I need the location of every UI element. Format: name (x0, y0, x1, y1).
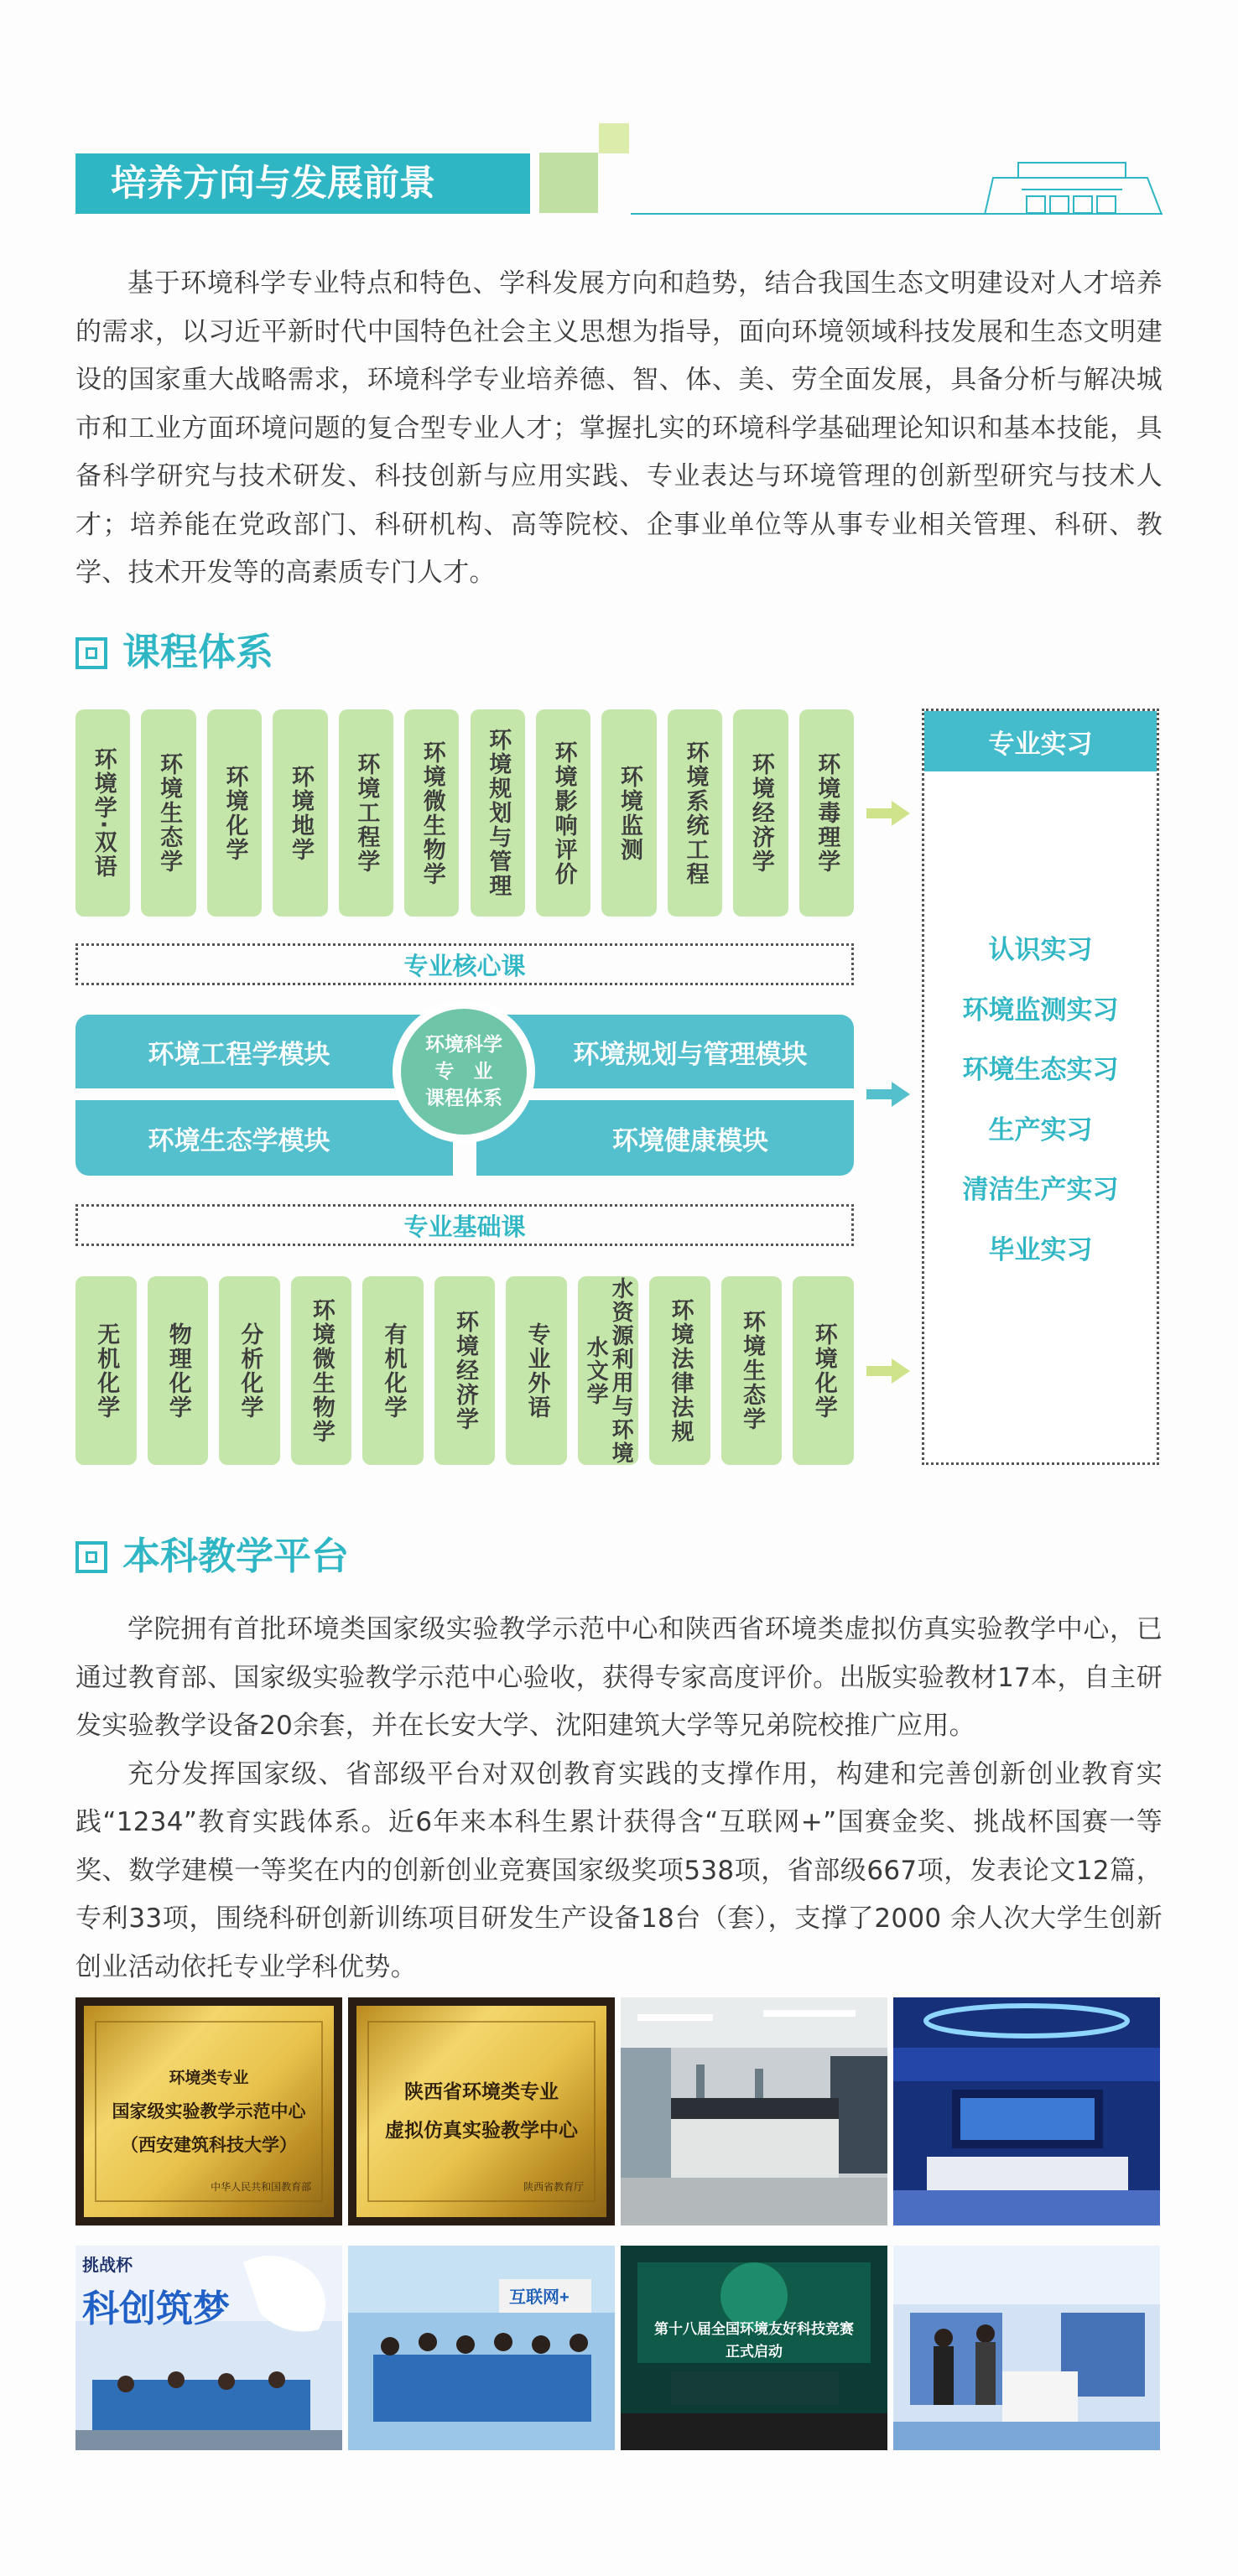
course-column (141, 709, 195, 917)
course-column (339, 709, 393, 917)
arrow-right-icon (866, 1358, 910, 1384)
course-column (601, 709, 656, 917)
course-column (721, 1276, 783, 1465)
square-bullet-icon (75, 1541, 107, 1573)
platform-text-1: 学院拥有首批环境类国家级实验教学示范中心和陕西省环境类虚拟仿真实验教学中心，已通过教育部、国家级实验教学示范中心验收，获得专家高度评价。出版实验教材17本，自主研发实验教学设备20余套，并在长安大学、沈阳建筑大学等兄弟院校推广应用。 (75, 1614, 1163, 1741)
course-name: 环境地学 (287, 764, 314, 862)
course-column (291, 1276, 352, 1465)
course-column (506, 1276, 567, 1465)
course-name: 环境生态学 (739, 1310, 766, 1431)
plaque2-issuer: 陕西省教育厅 (523, 2180, 585, 2193)
module-environmental-ecology: 环境生态学模块 (75, 1100, 453, 1176)
course-name: 环境微生物学 (308, 1297, 335, 1444)
plaque1-line3: （西安建筑科技大学） (121, 2134, 297, 2155)
arrow-right-icon (866, 1082, 910, 1107)
photo7-caption-1: 第十八届全国环境友好科技竞赛 (654, 2321, 854, 2337)
training-paragraph (75, 260, 1163, 598)
internship-item: 清洁生产实习 (962, 1175, 1119, 1205)
course-column (799, 709, 854, 917)
course-name: 有机化学 (380, 1322, 407, 1420)
course-column (471, 709, 525, 917)
internship-title: 专业实习 (924, 711, 1157, 771)
section-title-platform: 本科教学平台 (122, 1534, 350, 1578)
photo5-caption-1: 挑战杯 (82, 2257, 133, 2275)
section-heading-platform (75, 1531, 461, 1581)
course-name: 无机化学 (93, 1322, 120, 1420)
module-planning-management: 环境规划与管理模块 (476, 1015, 854, 1088)
course-name: 环境生态学 (156, 752, 183, 874)
course-column (404, 709, 459, 917)
decor-square-small (599, 123, 629, 153)
core-course-label: 专业核心课 (75, 943, 854, 985)
center-line-1: 环境科学 (425, 1034, 502, 1056)
plaque-national-center (75, 1997, 342, 2225)
course-column (536, 709, 590, 917)
training-text: 基于环境科学专业特点和特色、学科发展方向和趋势，结合我国生态文明建设对人才培养的需求，以习近平新时代中国特色社会主义思想为指导，面向环境领域科技发展和生态文明建设的国家重大战略需求，环境科学专业培养德、智、体、美、劳全面发展，具备分析与解决城市和工业方面环境问题的复合型专业人才；掌握扎实的环境科学基础理论知识和基本技能，具备科学研究与技术研发、科技创新与应用实践、专业表达与环境管理的创新型研究与技术人才；培养能在党政部门、科研机构、高等院校、企事业单位等从事专业相关管理、科研、教学、技术开发等的高素质专门人才。 (75, 268, 1163, 588)
course-name: 分析化学 (237, 1322, 263, 1420)
course-column (578, 1276, 639, 1465)
photo5-caption-2: 科创筑梦 (82, 2288, 230, 2329)
course-name: 环境系统工程 (682, 740, 709, 886)
internship-item: 认识实习 (988, 935, 1093, 965)
course-name: 水资源利用与环境水文学 (583, 1276, 634, 1465)
course-name: 环境经济学 (747, 752, 774, 874)
plaque2-line2: 虚拟仿真实验教学中心 (385, 2119, 578, 2142)
section-title-curriculum: 课程体系 (122, 630, 274, 674)
course-name: 环境影响评价 (550, 740, 577, 886)
internship-item: 生产实习 (988, 1114, 1093, 1145)
course-name: 环境工程学 (353, 752, 380, 874)
internet-plus-photo (348, 2246, 615, 2450)
platform-text-2: 充分发挥国家级、省部级平台对双创教育实践的支撑作用，构建和完善创新创业教育实践“1234”教育实践体系。近6年来本科生累计获得含“互联网+”国赛金奖、挑战杯国赛一等奖、数学建模一等奖在内的创新创业竞赛国家级奖项538项，省部级667项，发表论文12篇，专利33项，围绕科研创新训练项目研发生产设备18台（套），支撑了2000 余人次大学生创新创业活动依托专业学科优势。 (75, 1758, 1163, 1982)
platform-paragraphs (75, 1606, 1163, 1992)
building-outline-icon (983, 159, 1163, 216)
module-environmental-health: 环境健康模块 (476, 1100, 854, 1176)
square-bullet-icon (75, 637, 107, 669)
course-name: 环境经济学 (451, 1310, 478, 1431)
course-name: 环境监测 (616, 764, 643, 862)
center-line-3: 课程体系 (425, 1088, 502, 1109)
photo7-caption-2: 正式启动 (726, 2344, 783, 2360)
photo6-caption: 互联网+ (509, 2288, 570, 2307)
course-column (362, 1276, 424, 1465)
internship-list (924, 921, 1157, 1280)
course-name: 环境法律法规 (667, 1297, 694, 1444)
basic-course-label: 专业基础课 (75, 1204, 854, 1246)
course-name: 环境规划与管理 (485, 728, 512, 898)
internship-panel (922, 709, 1159, 1465)
plaque1-issuer: 中华人民共和国教育部 (211, 2180, 312, 2193)
exhibition-photo (893, 2246, 1160, 2450)
plaque2-line1: 陕西省环境类专业 (404, 2080, 559, 2103)
course-column (207, 709, 262, 917)
course-column (219, 1276, 280, 1465)
section-heading-curriculum (75, 627, 411, 678)
center-line-2: 专 业 (434, 1061, 493, 1083)
section-title-training: 培养方向与发展前景 (75, 153, 530, 214)
competition-launch-photo (621, 2246, 887, 2450)
plaque1-line2: 国家级实验教学示范中心 (112, 2101, 306, 2122)
internship-item: 环境监测实习 (962, 995, 1119, 1026)
course-column (668, 709, 722, 917)
lab-photo (621, 1997, 887, 2225)
course-column (649, 1276, 710, 1465)
course-name: 环境微生物学 (419, 740, 445, 886)
course-name: 环境毒理学 (814, 752, 840, 874)
challenge-cup-photo (75, 2246, 342, 2450)
plaque-provincial-center (348, 1997, 615, 2225)
course-name: 环境化学 (221, 764, 248, 862)
course-column (733, 709, 788, 917)
internship-item: 环境生态实习 (962, 1055, 1119, 1085)
course-column (75, 1276, 137, 1465)
course-column (793, 1276, 854, 1465)
course-name: 专业外语 (523, 1322, 550, 1420)
course-name: 环境学·双语 (90, 746, 117, 880)
course-column (148, 1276, 209, 1465)
center-circle-curriculum (393, 1000, 535, 1143)
course-column (75, 709, 130, 917)
module-environmental-engineering: 环境工程学模块 (75, 1015, 453, 1088)
internship-item: 毕业实习 (988, 1234, 1093, 1265)
arrow-right-icon (866, 801, 910, 826)
virtual-lab-photo (893, 1997, 1160, 2225)
decor-square-large (539, 153, 598, 213)
plaque1-line1: 环境类专业 (169, 2068, 249, 2087)
course-name: 物理化学 (164, 1322, 191, 1420)
course-name: 环境化学 (810, 1322, 837, 1420)
course-column (434, 1276, 496, 1465)
course-column (273, 709, 327, 917)
